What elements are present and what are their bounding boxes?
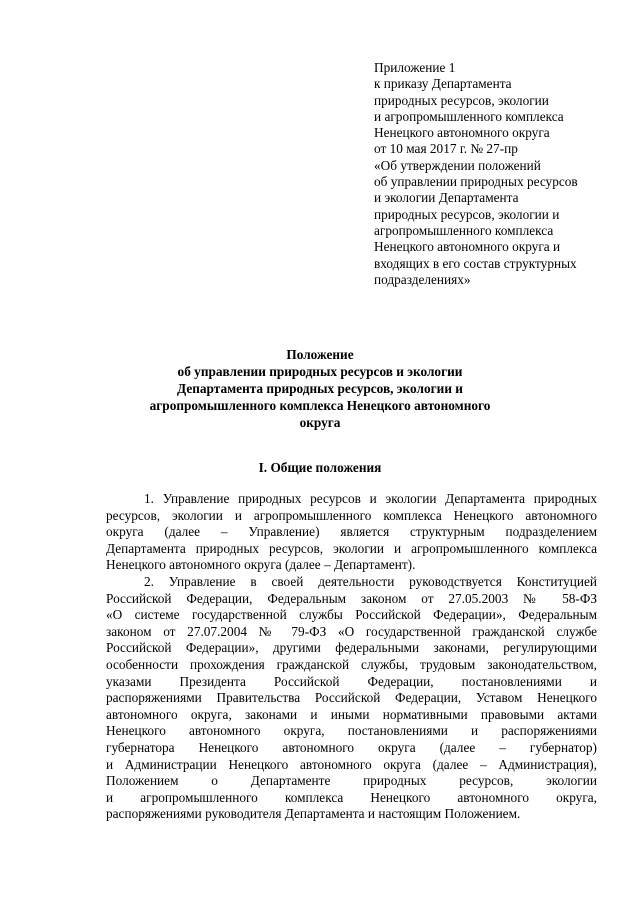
paragraph-line: губернатора Ненецкого автономного округа (далее – губернатор) — [106, 739, 597, 755]
title-line: Положение — [286, 347, 354, 362]
paragraph-line: распоряжениями руководителя Департамента и настоящим Положением. — [106, 806, 521, 822]
appendix-line: и экологии Департамента — [374, 190, 519, 206]
paragraph-line: «О системе государственной службы Российской Федерации», Федеральным — [106, 607, 597, 623]
paragraph-line: автономного округа, законами и иными нормативными правовыми актами — [106, 706, 597, 722]
title-line: округа — [299, 414, 341, 430]
paragraph-line: Ненецкого автономного округа (далее – Департамент). — [106, 557, 416, 573]
appendix-line: агропромышленного комплекса — [374, 222, 554, 238]
appendix-line: Приложение 1 — [374, 60, 456, 75]
paragraph-line: 1. Управление природных ресурсов и экологии Департамента природных — [144, 491, 597, 506]
paragraph-line: Департамента природных ресурсов, экологии и агропромышленного комплекса — [106, 540, 597, 556]
paragraph-line: округа (далее – Управление) является структурным подразделением — [106, 524, 597, 540]
body-text — [106, 491, 597, 823]
paragraph-line: Ненецкого автономного округа, постановлениями и распоряжениями — [106, 723, 597, 739]
appendix-line: от 10 мая 2017 г. № 27-пр — [374, 141, 518, 157]
title-line: Департамента природных ресурсов, экологии и — [177, 380, 463, 396]
paragraph-line: ресурсов, экологии и агропромышленного комплекса Ненецкого автономного — [106, 507, 597, 523]
appendix-line: к приказу Департамента — [374, 76, 512, 92]
title-line: об управлении природных ресурсов и экологии — [177, 363, 463, 379]
paragraph-line: Положением о Департаменте природных ресурсов, экологии — [106, 773, 597, 789]
appendix-block — [374, 60, 604, 288]
appendix-line: входящих в его состав структурных — [374, 255, 577, 271]
paragraph-line: законом от 27.07.2004 № 79-ФЗ «О государственной гражданской службе — [106, 623, 597, 639]
title-line: агропромышленного комплекса Ненецкого автономного — [149, 397, 491, 413]
paragraph-line: Российской Федерации, Федеральным законом от 27.05.2003 № 58-ФЗ — [106, 590, 597, 606]
paragraph-line: указами Президента Российской Федерации, постановлениями и — [106, 673, 597, 689]
appendix-line: подразделениях» — [374, 271, 471, 287]
paragraph-line: и агропромышленного комплекса Ненецкого автономного округа, — [106, 789, 597, 805]
paragraph-line: и Администрации Ненецкого автономного округа (далее – Администрация), — [106, 756, 597, 772]
paragraph-line: Российской Федерации», другими федеральными законами, регулирующими — [106, 640, 597, 656]
appendix-line: об управлении природных ресурсов — [374, 174, 578, 190]
paragraph-line: распоряжениями Правительства Российской Федерации, Уставом Ненецкого — [106, 690, 597, 706]
document-title — [110, 347, 530, 432]
paragraph-line: 2. Управление в своей деятельности руководствуется Конституцией — [144, 573, 597, 589]
appendix-line: и агропромышленного комплекса — [374, 108, 564, 124]
section-heading: I. Общие положения — [258, 460, 382, 475]
appendix-line: «Об утверждении положений — [374, 157, 541, 173]
appendix-line: природных ресурсов, экологии — [374, 92, 549, 108]
paragraph-line: особенности прохождения гражданской службы, трудовым законодательством, — [106, 656, 597, 672]
appendix-line: природных ресурсов, экологии и — [374, 206, 560, 222]
appendix-line: Ненецкого автономного округа — [374, 125, 550, 141]
appendix-line: Ненецкого автономного округа и — [374, 239, 561, 255]
